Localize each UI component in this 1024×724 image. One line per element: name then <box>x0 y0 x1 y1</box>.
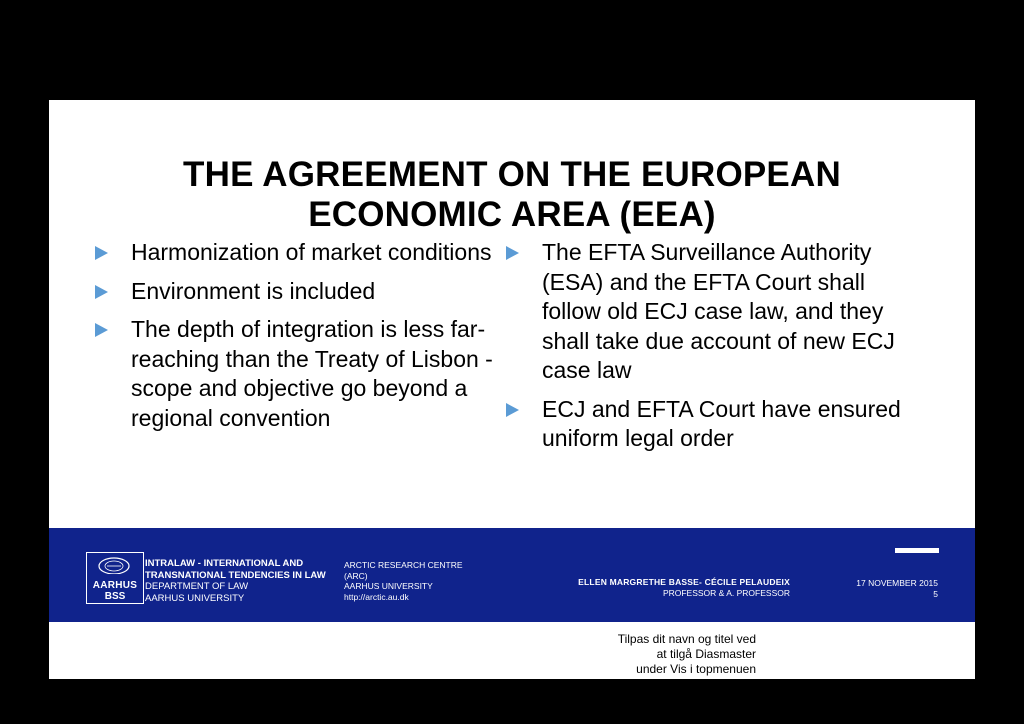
date-block <box>809 578 938 599</box>
footer-accent-bar <box>895 548 939 553</box>
arc-line-1: ARCTIC RESEARCH CENTRE <box>344 560 463 570</box>
bullet-text: Harmonization of market conditions <box>131 239 492 265</box>
note-line-1: Tilpas dit navn og titel ved <box>617 632 756 646</box>
slide-footer <box>49 528 975 622</box>
triangle-bullet-icon <box>95 323 108 337</box>
triangle-bullet-icon <box>95 246 108 260</box>
slide <box>49 100 975 622</box>
presentation-date: 17 NOVEMBER 2015 <box>856 578 938 588</box>
arc-line-2: (ARC) <box>344 570 368 581</box>
author-roles: PROFESSOR & A. PROFESSOR <box>662 587 790 598</box>
bullet-item <box>95 315 495 433</box>
triangle-bullet-icon <box>95 285 108 299</box>
intralaw-line-2: TRANSNATIONAL TENDENCIES IN LAW <box>145 569 326 581</box>
note-line-2: at tilgå Diasmaster <box>656 647 756 661</box>
arc-line-3: AARHUS UNIVERSITY <box>344 581 433 591</box>
slide-title-line-1: THE AGREEMENT ON THE EUROPEAN <box>183 155 841 194</box>
university-seal-icon <box>97 556 131 574</box>
left-bullet-column <box>95 238 495 442</box>
bullet-text: The depth of integration is less far-reaching than the Treaty of Lisbon - scope and objective go beyond a regional convention <box>131 316 493 431</box>
right-bullet-column <box>506 238 926 463</box>
bullet-item <box>506 395 926 454</box>
bullet-item <box>506 238 926 386</box>
page-number: 5 <box>933 588 938 599</box>
triangle-bullet-icon <box>506 403 519 417</box>
triangle-bullet-icon <box>506 246 519 260</box>
bullet-item <box>95 277 495 307</box>
author-names: ELLEN MARGRETHE BASSE- CÉCILE PELAUDEIX <box>578 577 790 587</box>
bullet-item <box>95 238 495 268</box>
intralaw-line-1: INTRALAW - INTERNATIONAL AND <box>145 558 304 569</box>
slide-title-line-2: ECONOMIC AREA (EEA) <box>308 195 716 234</box>
arc-url: http://arctic.au.dk <box>344 591 409 602</box>
intralaw-block <box>145 558 335 604</box>
logo-bss: BSS <box>104 591 126 602</box>
aarhus-bss-logo <box>86 552 144 604</box>
university-name: AARHUS UNIVERSITY <box>145 592 245 604</box>
logo-aarhus: AARHUS <box>92 580 138 591</box>
bullet-text: Environment is included <box>131 277 376 304</box>
note-line-3: under Vis i topmenuen <box>636 662 756 676</box>
department-name: DEPARTMENT OF LAW <box>145 581 249 592</box>
presenter-note <box>560 632 756 677</box>
bullet-text: The EFTA Surveillance Authority (ESA) and the EFTA Court shall follow old ECJ case law, and they shall take due account of new ECJ case law <box>542 239 895 383</box>
slide-title <box>49 155 975 235</box>
bullet-text: ECJ and EFTA Court have ensured uniform legal order <box>542 395 901 451</box>
notes-area <box>49 622 975 679</box>
arc-block <box>344 560 504 602</box>
authors-block <box>554 577 790 598</box>
